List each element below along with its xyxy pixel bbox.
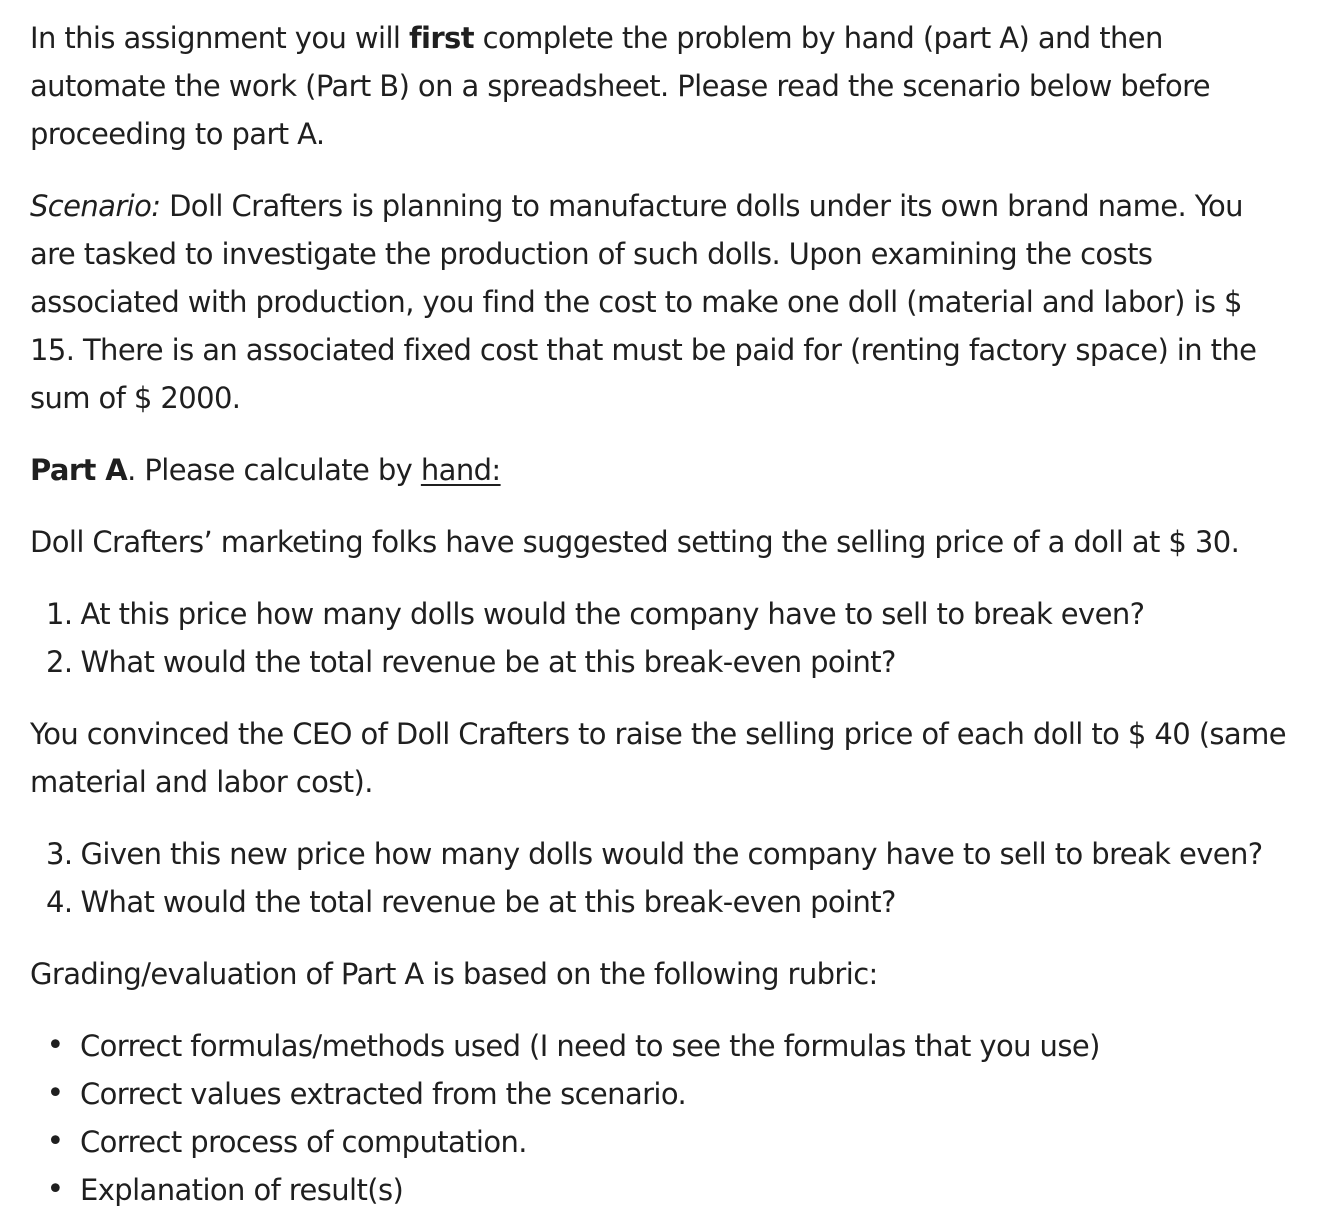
rubric-item-text: Correct values extracted from the scenario. bbox=[80, 1077, 687, 1111]
part-a-label: Part A bbox=[30, 453, 128, 487]
intro-emphasis: first bbox=[409, 21, 474, 55]
scenario-paragraph bbox=[30, 182, 1292, 422]
bullet-icon: • bbox=[46, 1124, 64, 1159]
scenario-label: Scenario: bbox=[30, 189, 161, 223]
question-number: 1. bbox=[46, 597, 73, 631]
list-item bbox=[30, 878, 1292, 926]
list-item bbox=[30, 590, 1292, 638]
rubric-item-text: Correct process of computation. bbox=[80, 1125, 527, 1159]
list-item bbox=[30, 638, 1292, 686]
question-number: 2. bbox=[46, 645, 73, 679]
intro-text-2: complete the problem by hand (part A) and then automate the work (Part B) on a spreadsheet. Please read the scenario below before proceeding to part A. bbox=[30, 21, 1211, 151]
rubric-list bbox=[30, 1022, 1292, 1214]
questions-list-b bbox=[30, 830, 1292, 926]
question-text: What would the total revenue be at this break-even point? bbox=[80, 645, 896, 679]
rubric-item-text: Correct formulas/methods used (I need to see the formulas that you use) bbox=[80, 1029, 1100, 1063]
price-40-paragraph: You convinced the CEO of Doll Crafters to raise the selling price of each doll to $ 40 (same material and labor cost). bbox=[30, 717, 1286, 799]
intro-paragraph bbox=[30, 14, 1292, 158]
list-item bbox=[30, 830, 1292, 878]
scenario-text: Doll Crafters is planning to manufacture dolls under its own brand name. You are tasked to investigate the production of such dolls. Upon examining the costs associated with production, you find the cost to make one doll (material and labor) is $ 15. There is an associated fixed cost that must be paid for (renting factory space) in the sum of $ 2000. bbox=[30, 189, 1257, 415]
list-item bbox=[30, 1166, 1292, 1214]
rubric-item-text: Explanation of result(s) bbox=[80, 1173, 404, 1207]
list-item bbox=[30, 1118, 1292, 1166]
question-text: Given this new price how many dolls would the company have to sell to break even? bbox=[80, 837, 1263, 871]
question-text: At this price how many dolls would the company have to sell to break even? bbox=[80, 597, 1145, 631]
price-30-paragraph: Doll Crafters’ marketing folks have suggested setting the selling price of a doll at $ 30. bbox=[30, 525, 1240, 559]
bullet-icon: • bbox=[46, 1028, 64, 1063]
bullet-icon: • bbox=[46, 1172, 64, 1207]
part-a-heading bbox=[30, 446, 1292, 494]
part-a-text: . Please calculate by bbox=[127, 453, 421, 487]
question-number: 3. bbox=[46, 837, 73, 871]
list-item bbox=[30, 1070, 1292, 1118]
question-number: 4. bbox=[46, 885, 73, 919]
intro-text-1: In this assignment you will bbox=[30, 21, 409, 55]
question-text: What would the total revenue be at this break-even point? bbox=[80, 885, 896, 919]
list-item bbox=[30, 1022, 1292, 1070]
bullet-icon: • bbox=[46, 1076, 64, 1111]
rubric-intro: Grading/evaluation of Part A is based on the following rubric: bbox=[30, 957, 878, 991]
part-a-underlined: hand: bbox=[420, 453, 501, 487]
questions-list-a bbox=[30, 590, 1292, 686]
